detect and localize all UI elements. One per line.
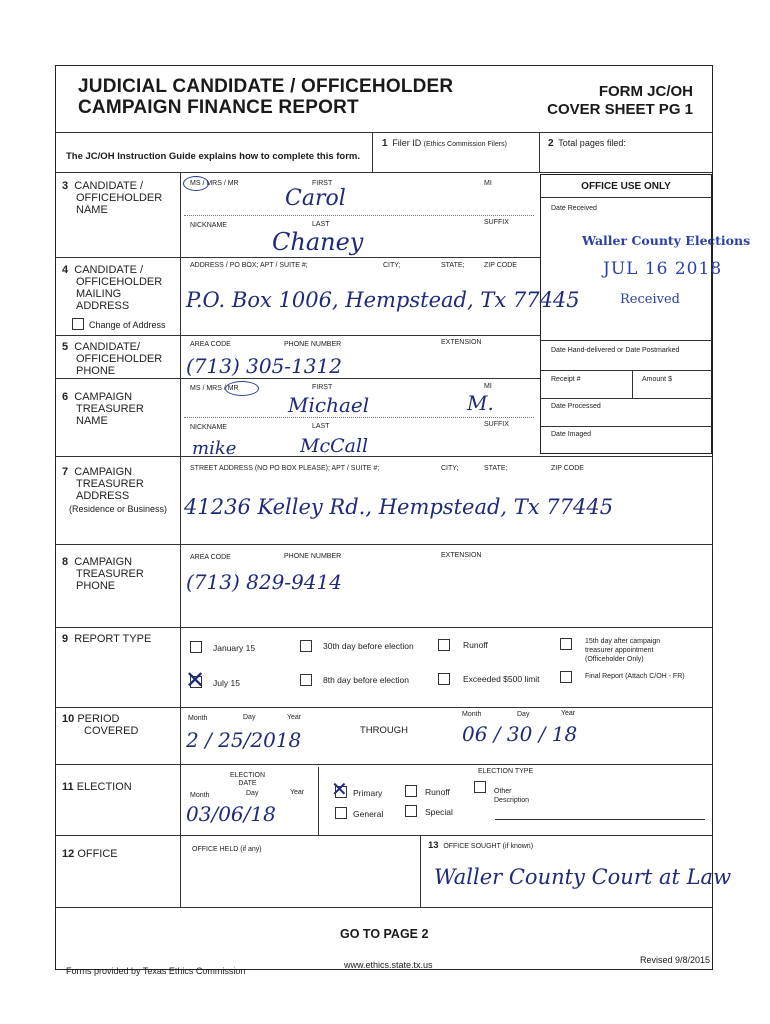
street-address-label: STREET ADDRESS (NO PO BOX PLEASE); APT / SUITE #; (190, 465, 380, 472)
final-report-label: Final Report (Attach C/OH - FR) (585, 673, 685, 680)
divider (55, 835, 713, 836)
date-received-label: Date Received (551, 205, 597, 212)
section-8-label: 8 CAMPAIGN TREASURER PHONE (62, 556, 144, 592)
general-checkbox[interactable] (335, 807, 347, 819)
nickname-label: NICKNAME (190, 424, 227, 431)
through-label: THROUGH (360, 725, 409, 736)
office-use-title: OFFICE USE ONLY (581, 181, 671, 192)
section-7-label: 7 CAMPAIGN TREASURER ADDRESS (62, 466, 144, 502)
divider (55, 456, 713, 457)
area-code-label: AREA CODE (190, 341, 231, 348)
office-use-box (540, 174, 712, 454)
treasurer-first-name[interactable]: Michael (288, 393, 370, 417)
divider (540, 370, 712, 371)
runoff-report-label: Runoff (463, 640, 488, 650)
city-label: CITY; (441, 465, 459, 472)
exceeded-limit-label: Exceeded $500 limit (463, 674, 540, 684)
section-12-label: 12 OFFICE (62, 848, 118, 860)
treasurer-nickname[interactable]: mike (192, 438, 237, 459)
treasurer-middle-initial[interactable]: M. (467, 391, 494, 415)
date-processed-label: Date Processed (551, 403, 601, 410)
revised-date: Revised 9/8/2015 (640, 955, 711, 965)
january-15-label: January 15 (213, 643, 256, 653)
january-15-checkbox[interactable] (190, 641, 202, 653)
total-pages-input[interactable] (548, 153, 708, 169)
form-title-line2: CAMPAIGN FINANCE REPORT (78, 97, 359, 118)
month-label: Month (188, 715, 208, 722)
section-4-label: 4 CANDIDATE / OFFICEHOLDER MAILING ADDRESS (62, 264, 163, 312)
phone-number-label: PHONE NUMBER (284, 341, 342, 348)
divider (420, 835, 421, 907)
30th-day-checkbox[interactable] (300, 640, 312, 652)
july-15-label: July 15 (213, 678, 240, 688)
phone-number-label: PHONE NUMBER (284, 553, 342, 560)
candidate-last-name[interactable]: Chaney (272, 228, 364, 256)
section-10-label: 10 PERIOD COVERED (62, 713, 139, 737)
receipt-label: Receipt # (551, 376, 581, 383)
year-label: Year (561, 710, 576, 717)
treasurer-address[interactable]: 41236 Kelley Rd., Hempstead, Tx 77445 (184, 495, 614, 519)
other-description-line[interactable] (495, 819, 705, 820)
divider (55, 132, 713, 133)
residence-or-business-note: (Residence or Business) (69, 504, 168, 514)
runoff-election-label: Runoff (425, 787, 450, 797)
treasurer-last-name[interactable]: McCall (300, 435, 369, 457)
received-stamp-office: Waller County Elections (582, 233, 751, 248)
state-label: STATE; (441, 262, 465, 269)
divider (540, 340, 712, 341)
divider (55, 257, 540, 258)
total-pages-label: 2 Total pages filed: (548, 138, 626, 149)
received-stamp-date: JUL 16 2018 (603, 259, 723, 279)
filer-id-label: 1 Filer ID (Ethics Commission Filers) (382, 138, 507, 149)
date-hand-delivered-label: Date Hand-delivered or Date Postmarked (551, 347, 680, 354)
month-label: Month (462, 711, 482, 718)
divider (372, 132, 373, 172)
candidate-first-name[interactable]: Carol (285, 186, 346, 211)
primary-checkmark: ✕ (331, 777, 348, 801)
final-report-checkbox[interactable] (560, 671, 572, 683)
special-checkbox[interactable] (405, 805, 417, 817)
divider (540, 398, 712, 399)
form-id: FORM JC/OH (598, 83, 693, 100)
divider (632, 370, 633, 398)
divider (55, 907, 713, 908)
divider (55, 627, 713, 628)
area-code-label: AREA CODE (190, 554, 231, 561)
forms-provided-by: Forms provided by Texas Ethics Commission (66, 966, 246, 976)
8th-day-label: 8th day before election (323, 675, 410, 685)
year-label: Year (290, 789, 305, 796)
divider (55, 707, 713, 708)
divider (318, 767, 319, 835)
other-checkbox[interactable] (474, 781, 486, 793)
section-11-label: 11 ELECTION (62, 781, 132, 793)
divider (55, 764, 713, 765)
state-label: STATE; (484, 465, 508, 472)
day-label: Day (243, 714, 256, 721)
office-held-label: OFFICE HELD (if any) (192, 846, 262, 853)
mi-label: MI (484, 180, 492, 187)
mi-label: MI (484, 383, 492, 390)
election-type-label: ELECTION TYPE (478, 768, 534, 775)
section-13-label: 13 OFFICE SOUGHT (if known) (428, 840, 534, 851)
runoff-election-checkbox[interactable] (405, 785, 417, 797)
divider (55, 172, 713, 173)
nickname-label: NICKNAME (190, 222, 227, 229)
30th-day-label: 30th day before election (323, 641, 414, 651)
election-date[interactable]: 03/06/18 (186, 802, 276, 826)
office-sought[interactable]: Waller County Court at Law (434, 865, 732, 889)
special-label: Special (425, 807, 453, 817)
instruction-text: The JC/OH Instruction Guide explains how to complete this form. (66, 151, 361, 162)
candidate-mailing-address[interactable]: P.O. Box 1006, Hempstead, Tx 77445 (186, 288, 580, 312)
go-to-page-2: GO TO PAGE 2 (340, 927, 429, 941)
july-15-checkmark: ✕ (185, 666, 206, 694)
section-6-label: 6 CAMPAIGN TREASURER NAME (62, 391, 144, 427)
divider (180, 172, 181, 907)
extension-label: EXTENSION (441, 339, 482, 346)
15th-day-label: 15th day after campaign treasurer appointment (Officeholder Only) (585, 638, 661, 663)
treasurer-title-options[interactable]: MS / MRS / MR (190, 385, 239, 392)
candidate-phone[interactable]: (713) 305-1312 (186, 354, 342, 378)
extension-label: EXTENSION (441, 552, 482, 559)
runoff-report-checkbox[interactable] (438, 639, 450, 651)
section-3-label: 3 CANDIDATE / OFFICEHOLDER NAME (62, 180, 163, 216)
mr-selection-circle (225, 381, 259, 396)
8th-day-checkbox[interactable] (300, 674, 312, 686)
divider (55, 378, 540, 379)
election-date-label: ELECTION DATE (230, 772, 266, 787)
ms-selection-circle (183, 176, 209, 191)
cover-sheet-label: COVER SHEET PG 1 (547, 101, 693, 118)
address-label: ADDRESS / PO BOX; APT / SUITE #; (190, 262, 308, 269)
divider (184, 417, 534, 418)
last-label: LAST (312, 221, 330, 228)
first-label: FIRST (312, 384, 333, 391)
day-label: Day (246, 790, 259, 797)
ethics-url[interactable]: www.ethics.state.tx.us (344, 960, 433, 970)
period-from-date[interactable]: 2 / 25/2018 (186, 728, 302, 752)
received-stamp-label: Received (620, 292, 680, 307)
treasurer-phone[interactable]: (713) 829-9414 (186, 570, 342, 594)
filer-id-input[interactable] (385, 153, 535, 169)
divider (184, 215, 534, 216)
suffix-label: SUFFIX (484, 421, 509, 428)
period-to-date[interactable]: 06 / 30 / 18 (462, 722, 578, 746)
day-label: Day (517, 711, 530, 718)
city-label: CITY; (383, 262, 401, 269)
divider (540, 426, 712, 427)
divider (55, 335, 540, 336)
first-label: FIRST (312, 180, 333, 187)
divider (540, 197, 712, 198)
candidate-title-options[interactable]: MS / MRS / MR (190, 180, 239, 187)
zip-label: ZIP CODE (551, 465, 584, 472)
primary-label: Primary (353, 788, 383, 798)
divider (55, 544, 713, 545)
15th-day-checkbox[interactable] (560, 638, 572, 650)
date-imaged-label: Date Imaged (551, 431, 592, 438)
change-of-address-label: Change of Address (89, 320, 166, 330)
month-label: Month (190, 792, 210, 799)
change-of-address-checkbox[interactable] (72, 318, 84, 330)
last-label: LAST (312, 423, 330, 430)
amount-label: Amount $ (642, 376, 672, 383)
year-label: Year (287, 714, 302, 721)
section-9-label: 9 REPORT TYPE (62, 633, 152, 645)
other-description-label: Other Description (494, 788, 530, 804)
exceeded-limit-checkbox[interactable] (438, 673, 450, 685)
divider (539, 132, 540, 172)
section-5-label: 5 CANDIDATE/ OFFICEHOLDER PHONE (62, 341, 163, 377)
form-title-line1: JUDICIAL CANDIDATE / OFFICEHOLDER (78, 76, 454, 97)
suffix-label: SUFFIX (484, 219, 509, 226)
general-label: General (353, 809, 384, 819)
zip-label: ZIP CODE (484, 262, 517, 269)
